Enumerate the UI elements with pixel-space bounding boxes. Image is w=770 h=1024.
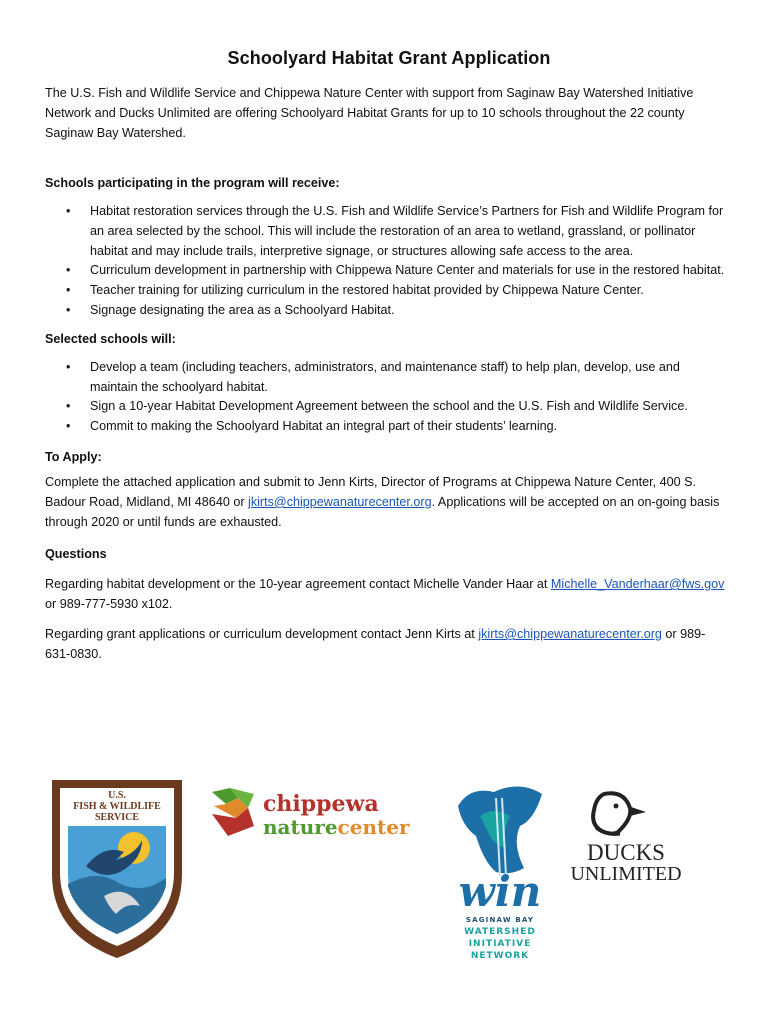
ducks-unlimited-logo (560, 788, 696, 888)
receive-list (45, 202, 725, 321)
saginaw-bay-win-logo (450, 776, 550, 966)
apply-heading: To Apply: (45, 449, 102, 464)
win-line3: INITIATIVE (468, 939, 532, 949)
apply-text: Complete the attached application and submit to Jenn Kirts, Director of Programs at Chippewa Nature Center, 400 S. Badour Road, Midland, MI 48640 or (45, 474, 697, 509)
receive-heading: Schools participating in the program will receive: (45, 176, 340, 190)
grant-contact-paragraph (45, 624, 725, 664)
win-line4: NETWORK (470, 951, 530, 961)
sponsor-logos (0, 770, 770, 970)
selected-list (45, 358, 725, 437)
document-body (45, 48, 725, 674)
grant-email-link[interactable]: jkirts@chippewanaturecenter.org (478, 626, 662, 641)
apply-email-link[interactable]: jkirts@chippewanaturecenter.org (248, 494, 432, 509)
cnc-word2a: nature (263, 815, 338, 839)
du-line2: UNLIMITED (570, 863, 682, 885)
habitat-contact-text: Regarding habitat development or the 10-year agreement contact Michelle Vander Haar at (45, 576, 551, 591)
list-item: • Curriculum development in partnership with Chippewa Nature Center and materials for use in the restored habitat. (45, 261, 725, 281)
cnc-word1: chippewa (263, 791, 379, 817)
page-title: Schoolyard Habitat Grant Application (227, 48, 551, 68)
du-line1: DUCKS (587, 840, 665, 865)
cnc-word2b: center (337, 815, 410, 839)
list-item: • Teacher training for utilizing curriculum in the restored habitat provided by Chippewa Nature Center. (45, 281, 725, 301)
usfws-logo (46, 774, 188, 962)
apply-paragraph (45, 472, 725, 532)
habitat-contact-paragraph (45, 574, 725, 614)
selected-heading: Selected schools will: (45, 331, 176, 346)
win-line2: WATERSHED (464, 927, 536, 937)
usfws-line2: FISH & WILDLIFE (73, 801, 161, 812)
win-mark: win (458, 867, 542, 916)
win-line1: SAGINAW BAY (465, 916, 535, 924)
grant-contact-text: Regarding grant applications or curriculum development contact Jenn Kirts at (45, 626, 479, 641)
habitat-phone: or 989-777-5930 x102. (45, 596, 173, 611)
usfws-ring-textpath: DEPARTMENT OF THE INTERIOR (66, 902, 168, 942)
intro-paragraph: The U.S. Fish and Wildlife Service and Chippewa Nature Center with support from Saginaw Bay Watershed Initiative Network and Ducks Unlimited are offering Schoolyard Habitat Grants for up to 10 schools throughout the 22 county Saginaw Bay Watershed. (45, 86, 694, 140)
list-item: • Develop a team (including teachers, administrators, and maintenance staff) to help plan, develop, use and maintain the schoolyard habitat. (45, 358, 725, 398)
usfws-line3: SERVICE (94, 812, 140, 823)
list-item: • Signage designating the area as a Schoolyard Habitat. (45, 301, 725, 321)
cnc-word2 (263, 815, 410, 839)
list-item: • Sign a 10-year Habitat Development Agreement between the school and the U.S. Fish and Wildlife Service. (45, 397, 725, 417)
list-item: • Habitat restoration services through the U.S. Fish and Wildlife Service’s Partners for Fish and Wildlife Program for an area selected by the school. This will include the restoration of an area to wetland, grassland, or pollinator habitat and may include trails, interpretive signage, or structures allowing safe access to the area. (45, 202, 725, 261)
chippewa-nature-center-logo (208, 784, 436, 844)
grant-phone: or 989-631-0830. (45, 626, 706, 661)
questions-heading: Questions (45, 546, 107, 561)
habitat-email-link[interactable]: Michelle_Vanderhaar@fws.gov (550, 576, 725, 591)
usfws-line1: U.S. (108, 790, 126, 801)
list-item: • Commit to making the Schoolyard Habitat an integral part of their students’ learning. (45, 417, 725, 437)
apply-text-after: . Applications will be accepted on an on-going basis through 2020 or until funds are exhausted. (45, 494, 720, 529)
